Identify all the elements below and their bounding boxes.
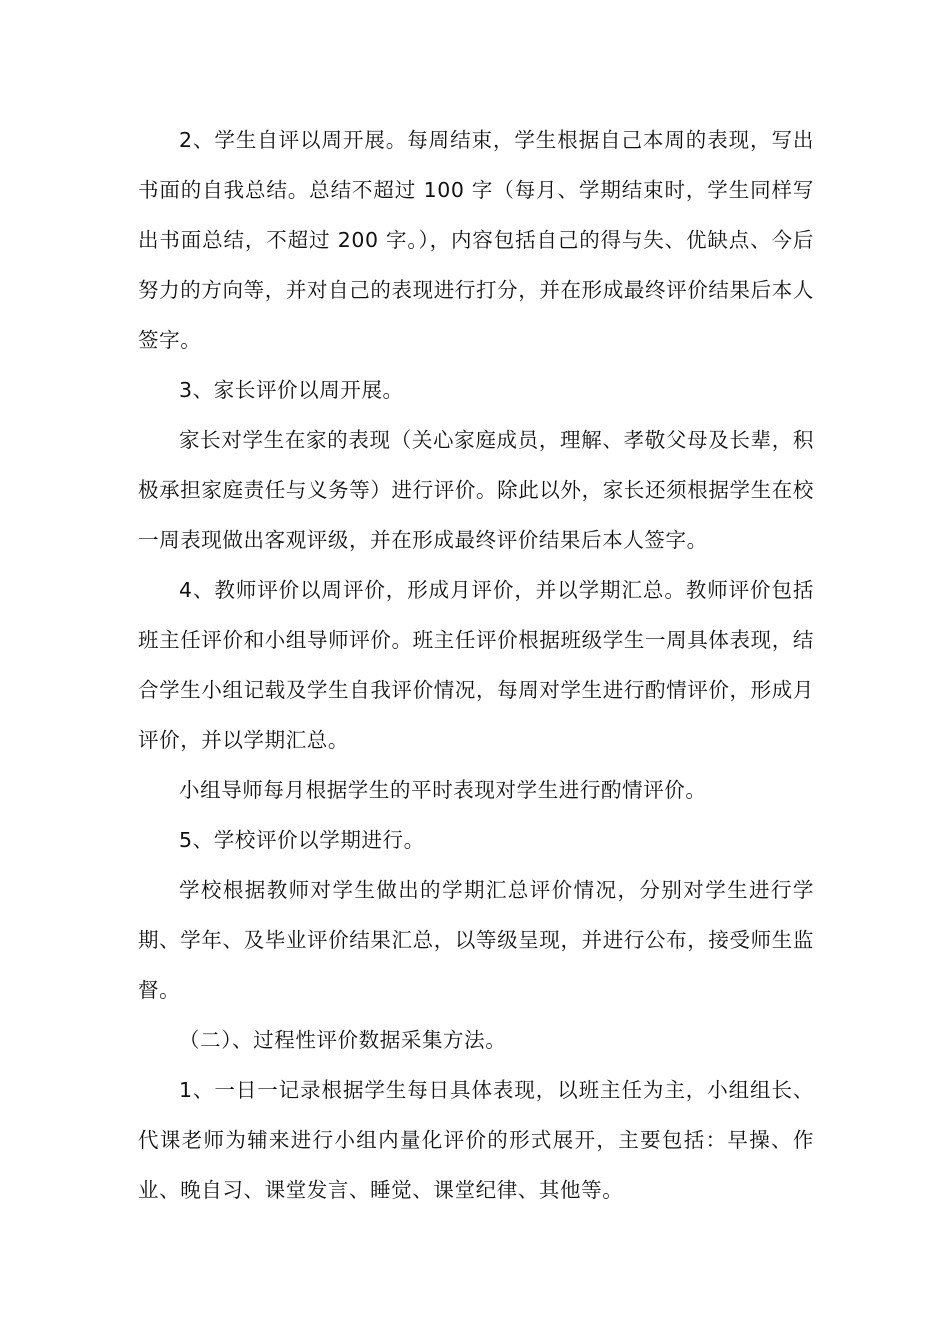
paragraph-parent-evaluation-heading: 3、家长评价以周开展。	[179, 378, 404, 402]
paragraph-school-evaluation-heading: 5、学校评价以学期进行。	[179, 828, 425, 852]
paragraph-student-self-evaluation: 2、学生自评以周开展。每周结束，学生根据自己本周的表现，写出书面的自我总结。总结不超过 100 字（每月、学期结束时，学生同样写出书面总结，不超过 200 字。），内容包括自己的得与失、优缺点、今后努力的方向等，并对自己的表现进行打分，并在形成最终评价结果后本人签字。	[138, 128, 814, 352]
paragraph-teacher-evaluation: 4、教师评价以周评价，形成月评价，并以学期汇总。教师评价包括班主任评价和小组导师评价。班主任评价根据班级学生一周具体表现，结合学生小组记载及学生自我评价情况，每周对学生进行酌情评价，形成月评价，并以学期汇总。	[138, 578, 814, 752]
document-page	[138, 115, 814, 1215]
section-heading-process-evaluation: （二）、过程性评价数据采集方法。	[179, 1028, 507, 1052]
paragraph-school-evaluation: 学校根据教师对学生做出的学期汇总评价情况，分别对学生进行学期、学年、及毕业评价结果汇总，以等级呈现，并进行公布，接受师生监督。	[138, 878, 814, 1002]
paragraph-group-mentor: 小组导师每月根据学生的平时表现对学生进行酌情评价。	[179, 778, 707, 802]
paragraph-parent-evaluation: 家长对学生在家的表现（关心家庭成员，理解、孝敬父母及长辈，积极承担家庭责任与义务等）进行评价。除此以外，家长还须根据学生在校一周表现做出客观评级，并在形成最终评价结果后本人签字。	[138, 428, 814, 552]
paragraph-daily-record: 1、一日一记录根据学生每日具体表现，以班主任为主，小组组长、代课老师为辅来进行小组内量化评价的形式展开，主要包括：早操、作业、晚自习、课堂发言、睡觉、课堂纪律、其他等。	[138, 1078, 814, 1202]
